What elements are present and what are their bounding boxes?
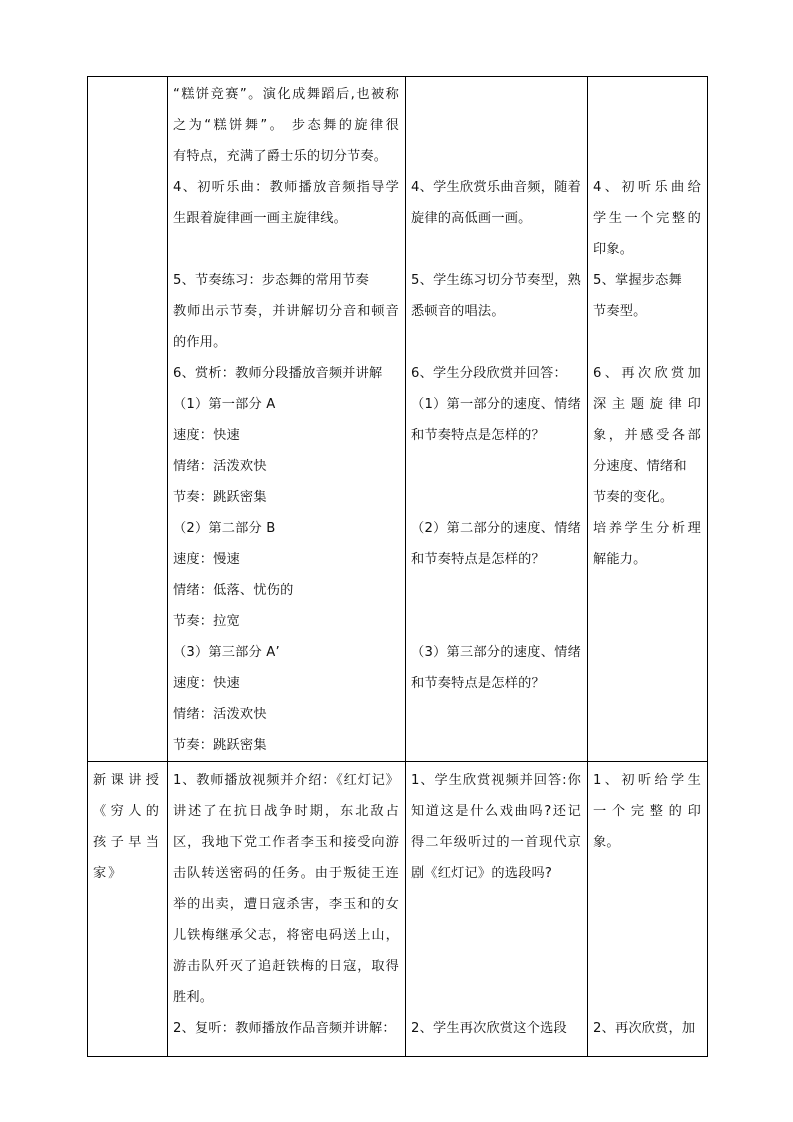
text-line: （1）第一部分的速度、情绪	[411, 397, 581, 412]
text-line: （2）第二部分 B	[173, 521, 276, 536]
blank-line	[411, 141, 581, 172]
blank-line	[411, 920, 581, 951]
text-line: 速度：慢速	[173, 552, 240, 567]
text-line: 和节奏特点是怎样的？	[411, 552, 545, 567]
blank-line	[593, 327, 701, 358]
text-line: 6、赏析：教师分段播放音频并讲解	[173, 366, 383, 381]
text-line: 4、学生欣赏乐曲音频，随着	[411, 180, 581, 195]
text-line: 速度：快速	[173, 428, 240, 443]
blank-line	[593, 858, 701, 889]
blank-line	[411, 889, 581, 920]
text-line: 家》	[93, 866, 124, 881]
blank-line	[593, 79, 701, 110]
text-line: 和节奏特点是怎样的？	[411, 676, 545, 691]
blank-line	[411, 606, 581, 637]
table-row	[88, 762, 708, 1057]
text-line: 5、节奏练习：步态舞的常用节奏	[173, 273, 370, 288]
text-line: 的作用。	[173, 335, 227, 350]
text-line: 情绪：活泼欢快	[173, 459, 267, 474]
blank-line	[411, 451, 581, 482]
text-line: （3）第三部分 A’	[173, 645, 280, 660]
text-line: 和节奏特点是怎样的？	[411, 428, 545, 443]
table-row	[88, 77, 708, 762]
text-line: 举的出卖，遭日寇杀害，李玉和的女	[173, 897, 399, 912]
text-line: 象，并感受各部	[593, 428, 701, 443]
blank-line	[173, 234, 399, 265]
text-line: 5、掌握步态舞	[593, 273, 682, 288]
text-line: 1、教师播放视频并介绍：《红灯记》	[173, 773, 399, 788]
text-line: 深主题旋律印	[593, 397, 701, 412]
blank-line	[593, 110, 701, 141]
section-cell	[88, 77, 168, 762]
text-line: 游击队歼灭了追赶铁梅的日寇，取得	[173, 959, 399, 974]
text-line: 剧《红灯记》的选段吗?	[411, 866, 553, 881]
text-line: （2）第二部分的速度、情绪	[411, 521, 581, 536]
blank-line	[593, 889, 701, 920]
text-line: 孩子早当	[93, 835, 161, 850]
text-line: 生跟着旋律画一画主旋律线。	[173, 211, 348, 226]
text-line: 悉顿音的唱法。	[411, 304, 505, 319]
text-line: 《穷人的	[93, 804, 161, 819]
text-line: 新课讲授	[93, 773, 161, 788]
blank-line	[411, 575, 581, 606]
text-line: （1）第一部分 A	[173, 397, 276, 412]
text-line: 2、再次欣赏，加	[593, 1021, 696, 1036]
teacher-activity-cell	[168, 77, 406, 762]
blank-line	[411, 482, 581, 513]
text-line: 知道这是什么戏曲吗?还记	[411, 804, 581, 819]
text-line: 得二年级听过的一首现代京	[411, 835, 581, 850]
text-line: 1、初听给学生	[593, 773, 701, 788]
text-line: 6、学生分段欣赏并回答：	[411, 366, 567, 381]
text-line: 情绪：低落、忧伤的	[173, 583, 294, 598]
text-line: 印象。	[593, 242, 634, 257]
text-line: 2、复听：教师播放作品音频并讲解：	[173, 1021, 396, 1036]
blank-line	[411, 110, 581, 141]
text-line: 1、学生欣赏视频并回答:你	[411, 773, 581, 788]
text-line: 旋律的高低画一画。	[411, 211, 532, 226]
text-line: 教师出示节奏，并讲解切分音和顿音	[173, 304, 399, 319]
text-line: 击队转送密码的任务。由于叛徒王连	[173, 866, 399, 881]
text-line: 节奏型。	[593, 304, 647, 319]
text-line: 学生一个完整的	[593, 211, 701, 226]
text-line: 5、学生练习切分节奏型，熟	[411, 273, 581, 288]
text-line: 胜利。	[173, 990, 214, 1005]
text-line: 培养学生分析理	[593, 521, 701, 536]
design-intent-cell	[588, 762, 708, 1057]
text-line: 节奏：跳跃密集	[173, 490, 267, 505]
text-line: 节奏：跳跃密集	[173, 738, 267, 753]
blank-line	[411, 79, 581, 110]
text-line: 2、学生再次欣赏这个选段	[411, 1021, 567, 1036]
blank-line	[593, 920, 701, 951]
student-activity-cell	[406, 762, 588, 1057]
text-line: 节奏：拉宽	[173, 614, 240, 629]
design-intent-cell	[588, 77, 708, 762]
text-line: 4、初听乐曲：教师播放音频指导学	[173, 180, 399, 195]
text-line: “糕饼竞赛”。演化成舞蹈后,也被称	[173, 87, 399, 102]
text-line: 象。	[593, 835, 620, 850]
lesson-plan-table	[87, 76, 708, 1057]
blank-line	[411, 327, 581, 358]
text-line: 6、再次欣赏加	[593, 366, 701, 381]
text-line: 速度：快速	[173, 676, 240, 691]
blank-line	[411, 982, 581, 1013]
text-line: 分速度、情绪和	[593, 459, 687, 474]
text-line: 之为“糕饼舞”。 步态舞的旋律很	[173, 118, 399, 133]
text-line: 有特点，充满了爵士乐的切分节奏。	[173, 149, 388, 164]
text-line: 4、初听乐曲给	[593, 180, 701, 195]
student-activity-cell	[406, 77, 588, 762]
blank-line	[593, 951, 701, 982]
text-line: 情绪：活泼欢快	[173, 707, 267, 722]
blank-line	[593, 982, 701, 1013]
blank-line	[593, 141, 701, 172]
teacher-activity-cell	[168, 762, 406, 1057]
text-line: 讲述了在抗日战争时期，东北敌占	[173, 804, 399, 819]
blank-line	[411, 234, 581, 265]
text-line: 区，我地下党工作者李玉和接受向游	[173, 835, 399, 850]
text-line: 解能力。	[593, 552, 647, 567]
text-line: 一个完整的印	[593, 804, 701, 819]
section-cell	[88, 762, 168, 1057]
blank-line	[411, 951, 581, 982]
text-line: 儿铁梅继承父志，将密电码送上山，	[173, 928, 399, 943]
text-line: （3）第三部分的速度、情绪	[411, 645, 581, 660]
text-line: 节奏的变化。	[593, 490, 674, 505]
